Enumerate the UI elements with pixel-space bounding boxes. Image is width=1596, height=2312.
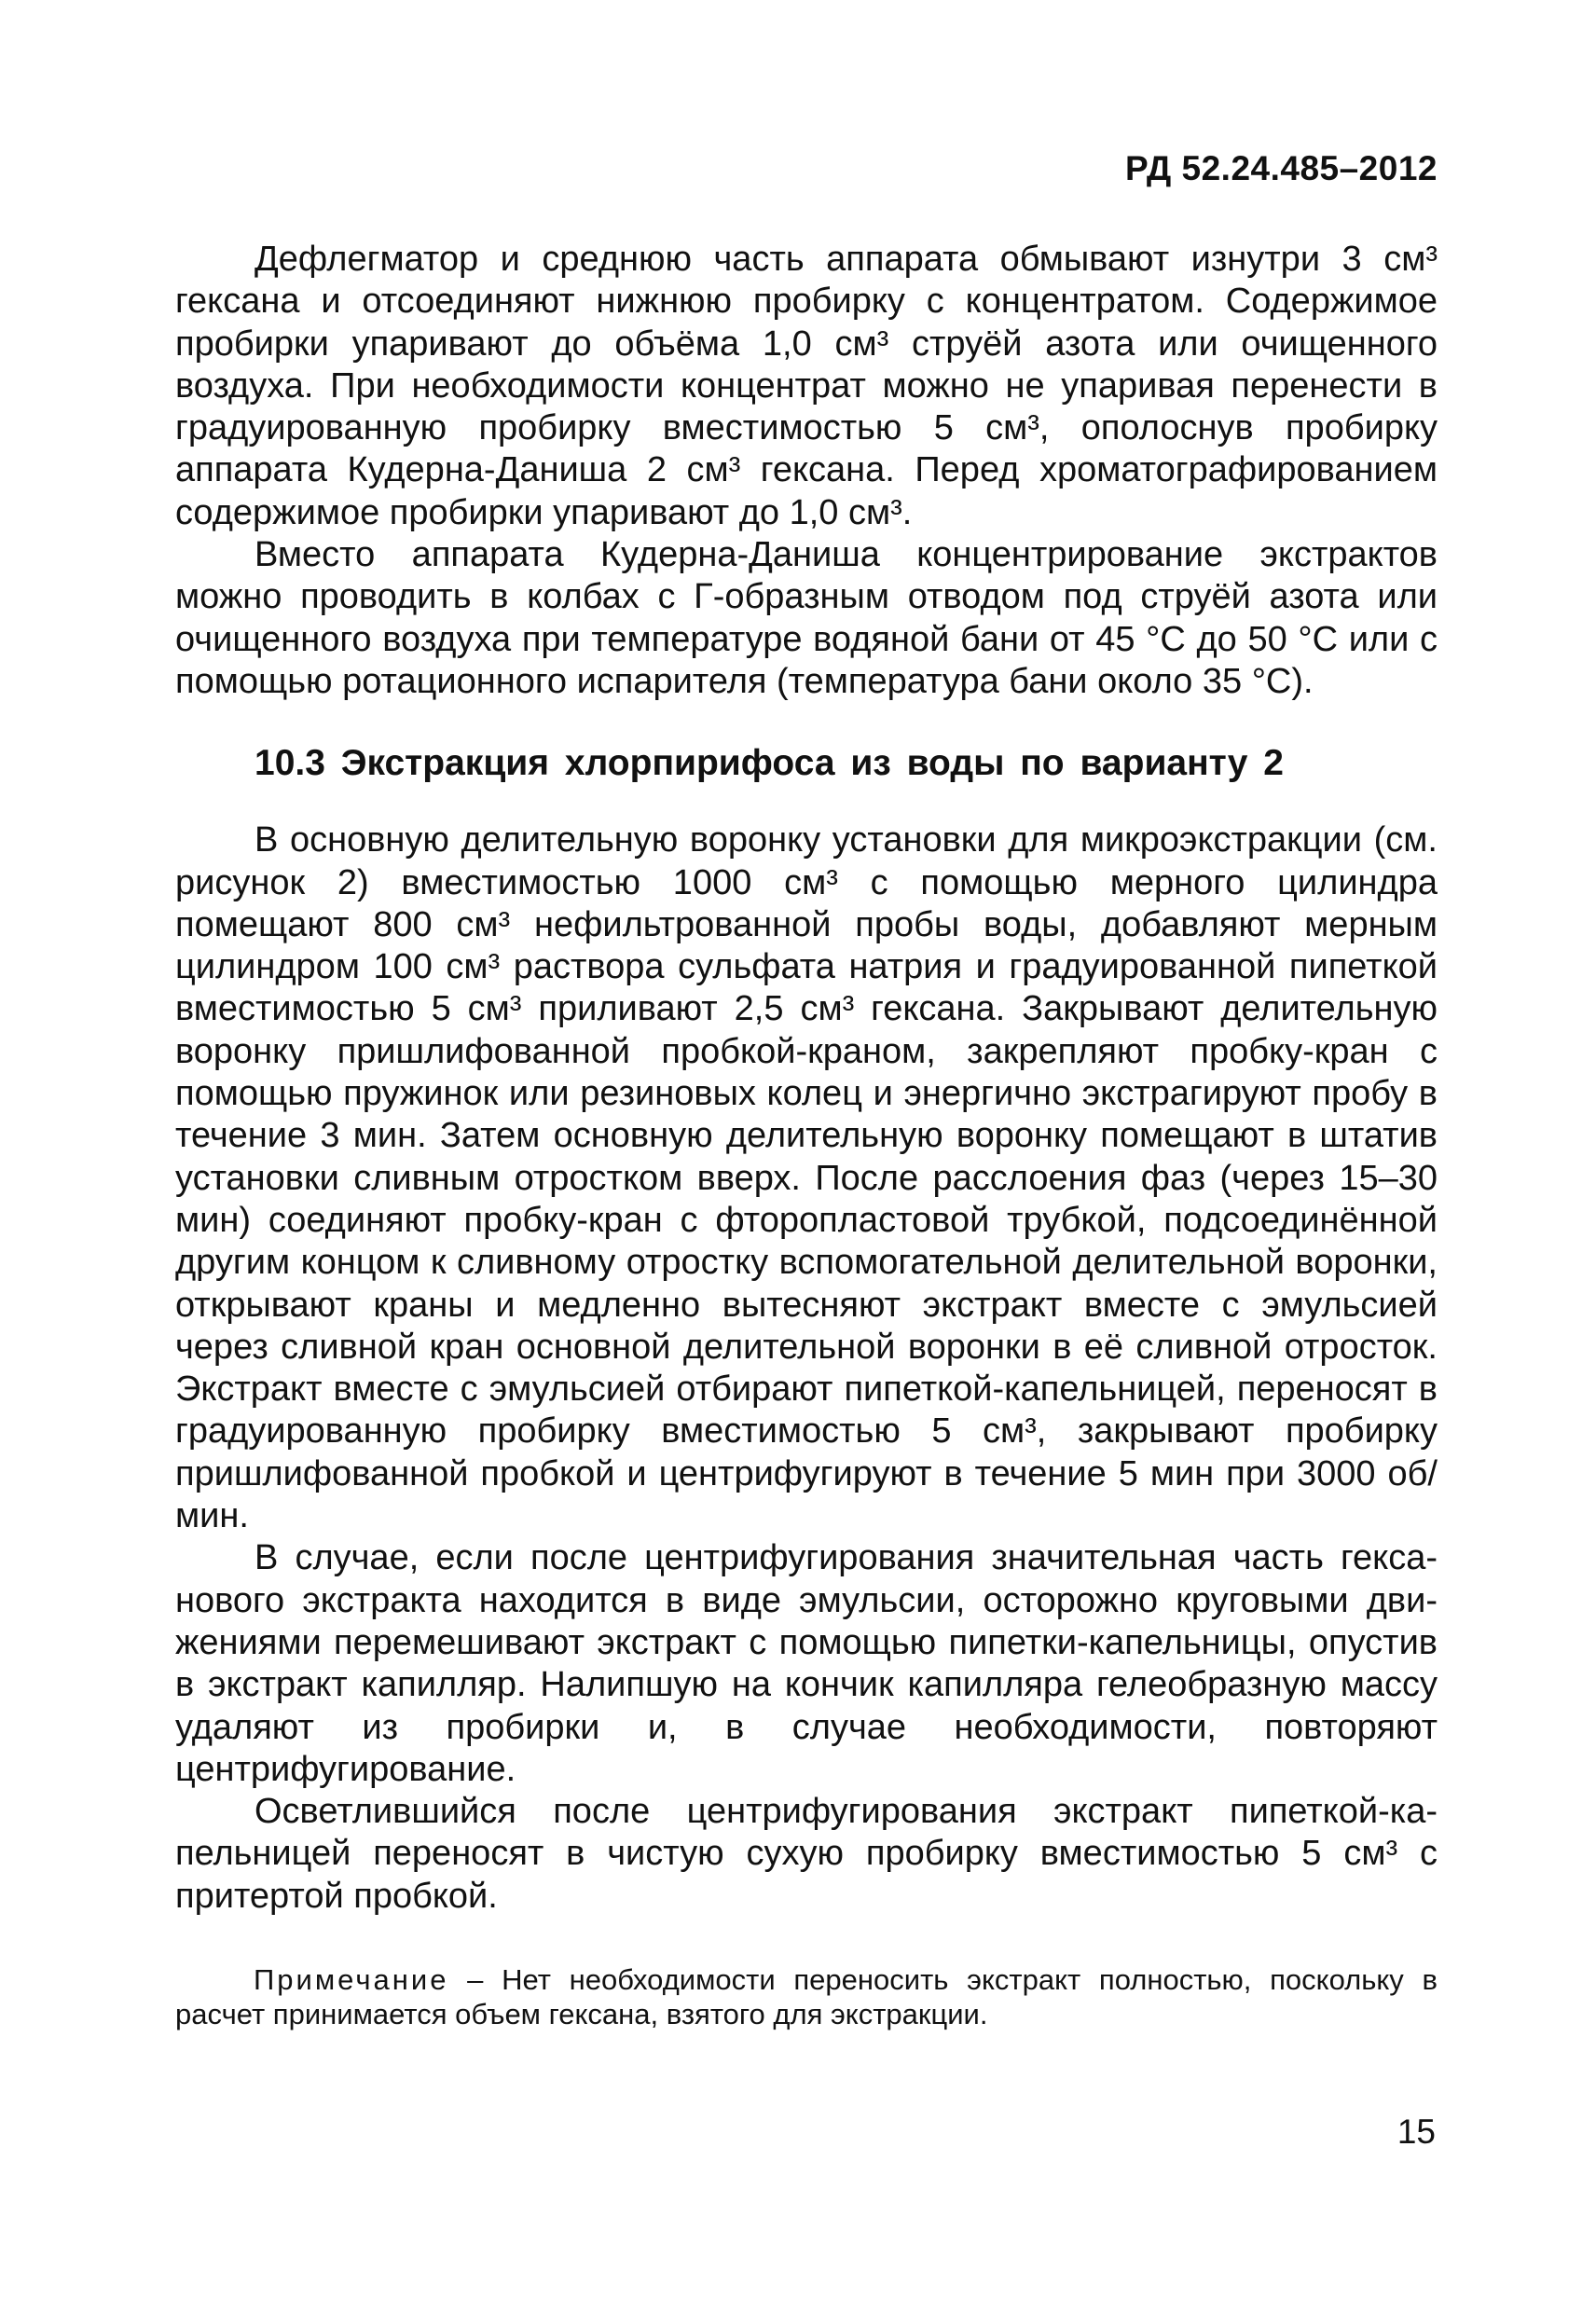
section-heading: 10.3 Экстракция хлорпирифоса из воды по варианту 2 (255, 743, 1284, 784)
note-text: – Нет необходимости переносить экстракт полностью, поскольку в расчет принимается объем гексана, взятого для экстракции. (175, 1962, 1438, 2030)
paragraph-alternative-concentration: Вместо аппарата Кудерна-Даниша концентрирование экстрактов можно проводить в колбах с Г-образным отводом под струёй азота или очищенного воздуха при температуре водяной бани от 45 °C до 50 °C или с помощью ротационного испарителя (температура бани около 35 °C). (175, 535, 1438, 701)
paragraph-extraction-procedure: В основную делительную воронку установки для микроэкстракции (см. рисунок 2) вместимостью 1000 см³ с помощью мерного цилиндра помещают 800 см³ нефильтрованной пробы воды, добавляют мерным цилиндром 100 см³ раствора сульфата натрия и градуированной пипеткой вместимостью 5 см³ приливают 2,5 см³ гексана. Закрывают делительную воронку пришлифованной пробкой-краном, закрепляют пробку-кран с помощью пружинок или резиновых колец и энергично экстрагируют пробу в течение 3 мин. Затем основную делительную воронку помещают в штатив установки сливным отростком вверх. После расслоения фаз (через 15–30 мин) соединяют пробку-кран с фторопластовой трубкой, подсоединённой другим концом к сливному отростку вспомогательной делительной воронки, открывают краны и медленно вытесняют экстракт вместе с эмульсией через сливной кран основной делительной воронки в её сливной отросток. Экстракт вместе с эмульсией отбирают пипеткой-капельницей, переносят в градуированную пробирку вместимостью 5 см³, закрывают пробирку пришлифованной пробкой и центрифугируют в течение 5 мин при 3000 об/мин. (175, 820, 1438, 1536)
page-number: 15 (1396, 2112, 1436, 2151)
document-code: РД 52.24.485–2012 (1125, 149, 1438, 187)
document-body (175, 239, 1438, 2031)
note-label: Примечание (254, 1962, 449, 1996)
paragraph-emulsion-handling: В случае, если после центрифугирования значительная часть гексанового экстракта находится в виде эмульсии, осторожно круговыми движениями перемешивают экстракт с помощью пипетки-капельницы, опустив в экстракт капилляр. Налипшую на кончик капилляра гелеобразную массу удаляют из пробирки и, в случае необходимости, повторяют центрифугирование. (175, 1538, 1438, 1789)
paragraph-deflegmator: Дефлегматор и среднюю часть аппарата обмывают изнутри 3 см³ гексана и отсоединяют нижнюю пробирку с концентратом. Содержимое пробирки упаривают до объёма 1,0 см³ струёй азота или очищенного воздуха. При необходимости концентрат можно не упаривая перенести в градуированную пробирку вместимостью 5 см³, ополоснув пробирку аппарата Кудерна-Даниша 2 см³ гексана. Перед хроматографированием содержимое пробирки упаривают до 1,0 см³. (175, 240, 1438, 532)
paragraph-transfer-extract: Осветлившийся после центрифугирования экстракт пипеткой-капельницей переносят в чистую сухую пробирку вместимостью 5 см³ с притертой пробкой. (175, 1792, 1438, 1916)
note (175, 1962, 1438, 2031)
